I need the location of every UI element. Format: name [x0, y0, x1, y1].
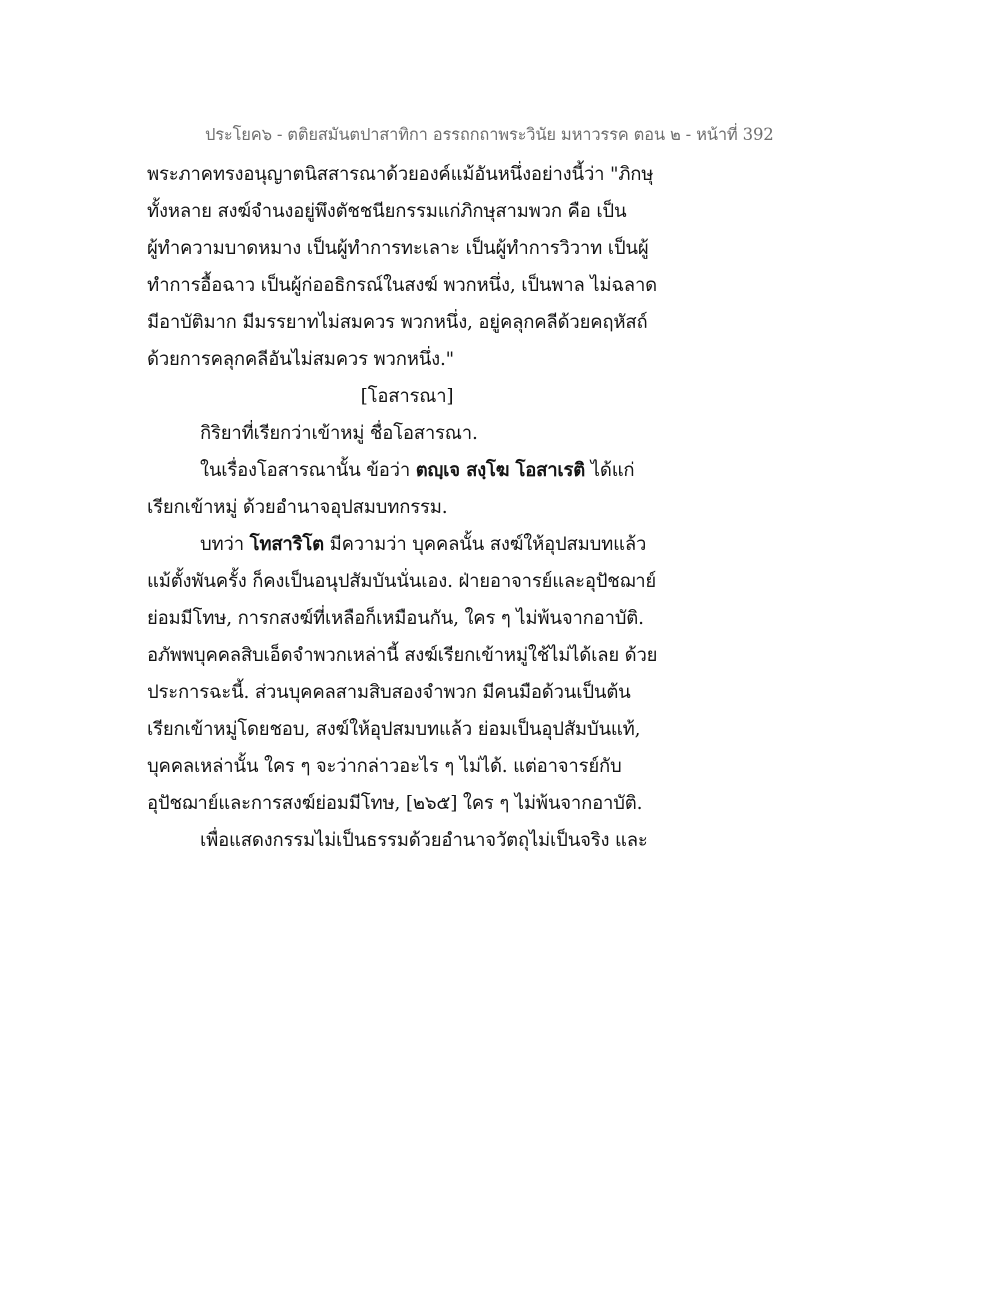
paragraph-4 [147, 526, 707, 822]
running-header: ประโยค๖ - ตติยสมันตปาสาทิกา อรรถกถาพระวินัย มหาวรรค ตอน ๒ - หน้าที่ 392 [205, 125, 774, 144]
text-line: ประการฉะนี้. ส่วนบุคคลสามสิบสองจำพวก มีคนมือด้วนเป็นต้น [147, 682, 631, 703]
text-line: อภัพพบุคคลสิบเอ็ดจำพวกเหล่านี้ สงฆ์เรียกเข้าหมู่ใช้ไม่ได้เลย ด้วย [147, 645, 658, 666]
text-span: มีความว่า บุคคลนั้น สงฆ์ให้อุปสมบทแล้ว [323, 534, 647, 555]
text-line: ด้วยการคลุกคลีอันไม่สมควร พวกหนึ่ง." [147, 349, 454, 370]
text-span: บทว่า [200, 534, 250, 555]
pali-term-bold: ตญฺเจ สงฺโฆ โอสาเรติ [415, 460, 586, 481]
text-line [147, 452, 707, 489]
text-line: อุปัชฌาย์และการสงฆ์ย่อมมีโทษ, [๒๖๕] ใคร ๆ ไม่พ้นจากอาบัติ. [147, 793, 643, 814]
text-line: แม้ตั้งพันครั้ง ก็คงเป็นอนุปสัมบันนั่นเอง. ฝ่ายอาจารย์และอุปัชฌาย์ [147, 571, 657, 592]
text-line: เรียกเข้าหมู่โดยชอบ, สงฆ์ให้อุปสมบทแล้ว ย่อมเป็นอุปสัมบันแท้, [147, 719, 641, 740]
text-line: บุคคลเหล่านั้น ใคร ๆ จะว่ากล่าวอะไร ๆ ไม่ได้. แต่อาจารย์กับ [147, 756, 622, 777]
text-line: มีอาบัติมาก มีมรรยาทไม่สมควร พวกหนึ่ง, อยู่คลุกคลีด้วยคฤหัสถ์ [147, 312, 648, 333]
paragraph-3 [147, 452, 707, 526]
text-span: ได้แก่ [585, 460, 635, 481]
paragraph-5: เพื่อแสดงกรรมไม่เป็นธรรมด้วยอำนาจวัตถุไม่เป็นจริง และ [200, 830, 648, 851]
body-text [147, 156, 707, 859]
paragraph-1 [147, 156, 707, 378]
section-heading: [โอสารณา] [360, 386, 454, 407]
text-line [147, 526, 707, 563]
text-line: ผู้ทำความบาดหมาง เป็นผู้ทำการทะเลาะ เป็นผู้ทำการวิวาท เป็นผู้ [147, 238, 649, 259]
text-span: ในเรื่องโอสารณานั้น ข้อว่า [200, 460, 416, 481]
pali-term-bold: โทสาริโต [249, 534, 324, 555]
text-line: เรียกเข้าหมู่ ด้วยอำนาจอุปสมบทกรรม. [147, 497, 448, 518]
text-line: ทำการอื้อฉาว เป็นผู้ก่ออธิกรณ์ในสงฆ์ พวกหนึ่ง, เป็นพาล ไม่ฉลาด [147, 275, 657, 296]
paragraph-2: กิริยาที่เรียกว่าเข้าหมู่ ชื่อโอสารณา. [200, 423, 478, 444]
text-line: ทั้งหลาย สงฆ์จำนงอยู่พึงตัชชนียกรรมแก่ภิกษุสามพวก คือ เป็น [147, 201, 627, 222]
text-line: พระภาคทรงอนุญาตนิสสารณาด้วยองค์แม้อันหนึ่งอย่างนี้ว่า "ภิกษุ [147, 164, 654, 185]
text-line: ย่อมมีโทษ, การกสงฆ์ที่เหลือก็เหมือนกัน, ใคร ๆ ไม่พ้นจากอาบัติ. [147, 608, 644, 629]
